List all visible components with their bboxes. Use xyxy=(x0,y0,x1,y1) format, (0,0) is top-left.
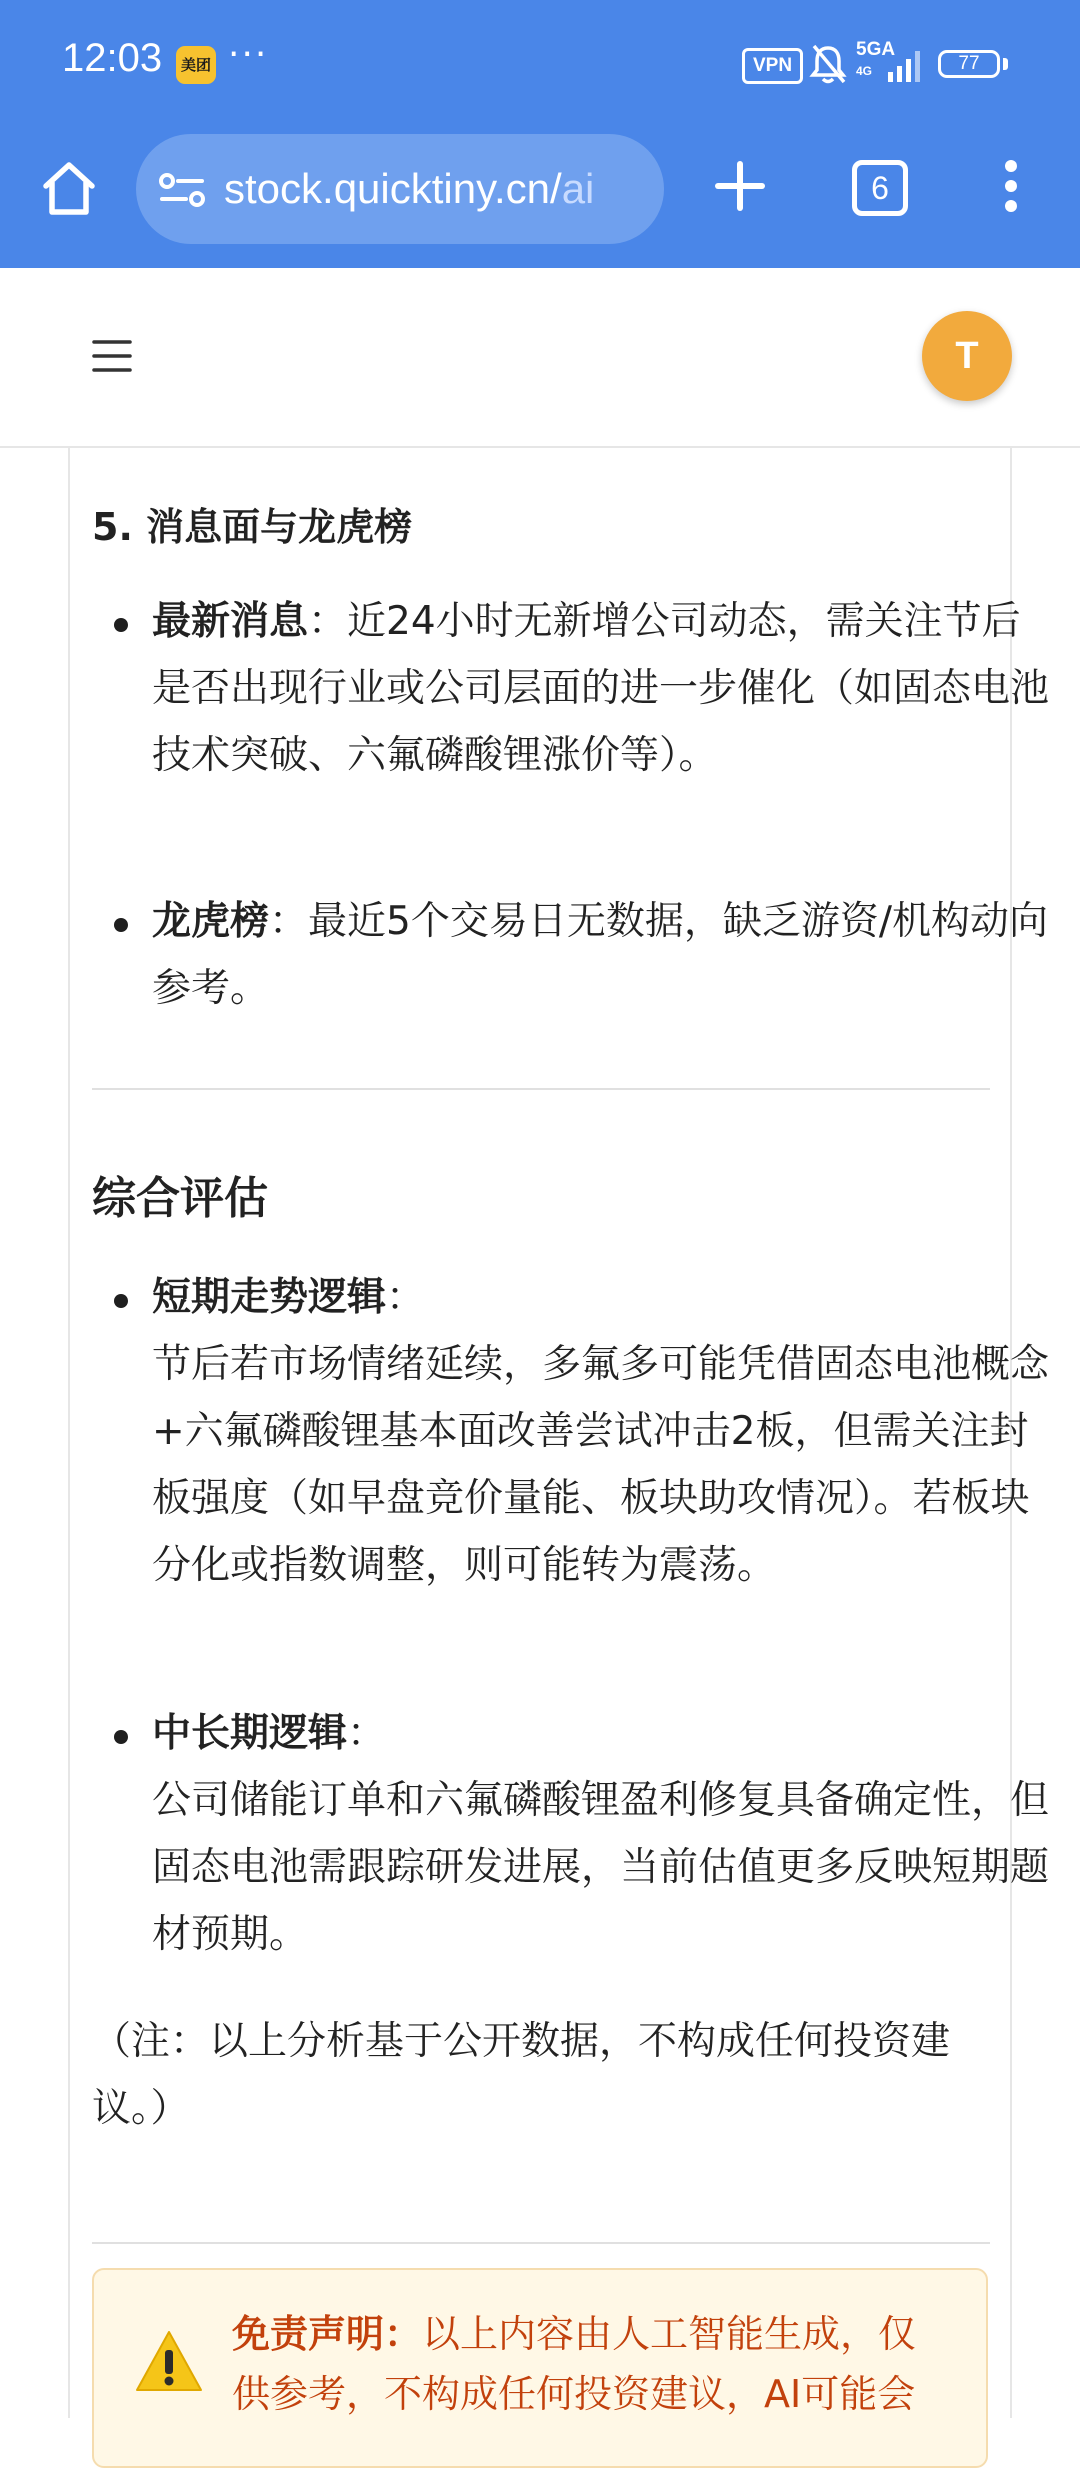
disclaimer-text: 免责声明：以上内容由人工智能生成，仅供参考，不构成任何投资建议，AI可能会 xyxy=(232,2312,917,2416)
meituan-notification-icon: 美团 xyxy=(176,46,216,84)
address-bar[interactable] xyxy=(136,134,664,244)
browser-chrome xyxy=(0,0,1080,268)
section-divider xyxy=(92,1088,990,1090)
signal-strength-icon xyxy=(886,46,926,82)
list-item-lhb xyxy=(152,888,1052,1022)
list-bullet xyxy=(114,618,128,632)
network-type: 5GA 4G xyxy=(856,39,896,78)
news-label: 最新消息 xyxy=(152,599,309,644)
home-icon[interactable] xyxy=(38,158,100,220)
site-header xyxy=(0,268,1080,448)
list-item-short-term: 短期走势逻辑： 节后若市场情绪延续，多氟多可能凭借固态电池概念+六氟磷酸锂基本面改善尝试冲击2板，但需关注封板强度（如早盘竞价量能、板块助攻情况）。若板块分化或指数调整，则可能转为震荡。 xyxy=(152,1275,1050,1588)
warning-icon xyxy=(134,2328,204,2394)
disclaimer-box xyxy=(92,2268,988,2468)
tab-switcher-button[interactable]: 6 xyxy=(852,160,908,216)
section-heading-news: 5. 消息面与龙虎榜 xyxy=(92,505,413,549)
lhb-label: 龙虎榜 xyxy=(152,899,270,944)
hamburger-menu-icon[interactable] xyxy=(90,336,134,376)
site-settings-icon[interactable] xyxy=(158,170,208,210)
disclaimer-label: 免责声明： xyxy=(232,2312,423,2356)
status-bar xyxy=(0,0,1080,130)
vpn-icon: VPN xyxy=(742,48,803,84)
user-avatar[interactable]: T xyxy=(922,311,1012,401)
list-bullet xyxy=(114,1294,128,1308)
new-tab-icon[interactable] xyxy=(708,154,772,218)
lhb-text: ：最近5个交易日无数据，缺乏游资/机构动向参考。 xyxy=(152,899,1048,1011)
list-bullet xyxy=(114,918,128,932)
more-notifications-icon: ··· xyxy=(228,34,269,75)
more-menu-icon[interactable] xyxy=(996,154,1026,218)
long-term-label: 中长期逻辑 xyxy=(152,1711,348,1756)
news-text: ：近24小时无新增公司动态，需关注节后是否出现行业或公司层面的进一步催化（如固态电池技术突破、六氟磷酸锂涨价等）。 xyxy=(152,599,1050,778)
short-term-label: 短期走势逻辑 xyxy=(152,1275,387,1320)
browser-toolbar xyxy=(0,130,1080,268)
list-item-news xyxy=(152,588,1052,789)
battery-tip xyxy=(1003,58,1008,70)
mute-bell-icon xyxy=(808,42,848,86)
short-term-text: 节后若市场情绪延续，多氟多可能凭借固态电池概念+六氟磷酸锂基本面改善尝试冲击2板，但需关注封板强度（如早盘竞价量能、板块助攻情况）。若板块分化或指数调整，则可能转为震荡。 xyxy=(152,1342,1050,1588)
long-term-text: 公司储能订单和六氟磷酸锂盈利修复具备确定性，但固态电池需跟踪研发进展，当前估值更多反映短期题材预期。 xyxy=(152,1778,1050,1957)
list-bullet xyxy=(114,1730,128,1744)
list-item-long-term: 中长期逻辑： 公司储能订单和六氟磷酸锂盈利修复具备确定性，但固态电池需跟踪研发进展，当前估值更多反映短期题材预期。 xyxy=(152,1711,1050,1957)
status-time: 12:03 xyxy=(62,36,163,80)
analysis-note: （注：以上分析基于公开数据，不构成任何投资建议。） xyxy=(92,2019,951,2131)
url-text[interactable]: stock.quicktiny.cn/ai xyxy=(224,165,595,212)
battery-icon: 77 xyxy=(938,50,1000,78)
section-divider xyxy=(92,2242,990,2244)
summary-heading: 综合评估 xyxy=(92,1173,268,1224)
